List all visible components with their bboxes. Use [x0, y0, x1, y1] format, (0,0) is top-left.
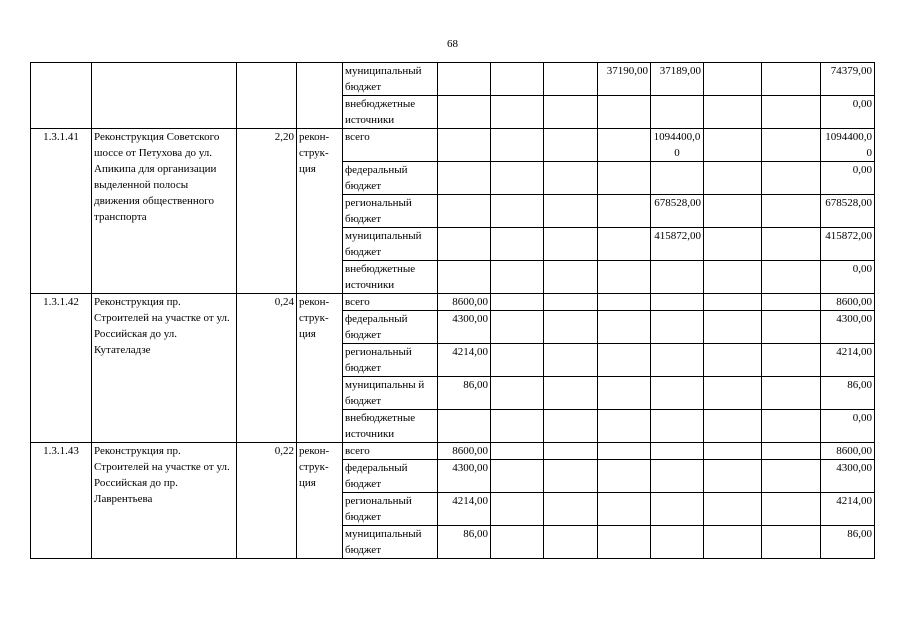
- source-cell: всего: [343, 294, 438, 311]
- source-cell: всего: [343, 443, 438, 460]
- page-number: 68: [447, 38, 458, 50]
- total-cell: 415872,00: [821, 228, 875, 261]
- source-cell: региональный бюджет: [343, 344, 438, 377]
- table-row: [31, 294, 875, 311]
- value-cell: 678528,00: [651, 195, 704, 228]
- value-cell: 1094400,00: [651, 129, 704, 162]
- source-cell: федеральный бюджет: [343, 311, 438, 344]
- source-cell: региональный бюджет: [343, 195, 438, 228]
- value-cell: 86,00: [438, 377, 491, 410]
- name-cell: Реконструкция Советского шоссе от Петухова до ул. Апикипа для организации выделенной полосы движения общественного транспорта: [92, 129, 237, 294]
- total-cell: 0,00: [821, 261, 875, 294]
- value-cell: 415872,00: [651, 228, 704, 261]
- total-cell: 86,00: [821, 377, 875, 410]
- source-cell: федеральный бюджет: [343, 460, 438, 493]
- total-cell: 8600,00: [821, 443, 875, 460]
- total-cell: 86,00: [821, 526, 875, 559]
- type-cell: рекон-струк-ция: [297, 294, 343, 443]
- value-cell: 4214,00: [438, 493, 491, 526]
- source-cell: муниципальный бюджет: [343, 228, 438, 261]
- value-cell: 8600,00: [438, 294, 491, 311]
- value-cell: 4300,00: [438, 311, 491, 344]
- table-row: [31, 63, 875, 96]
- total-cell: 74379,00: [821, 63, 875, 96]
- source-cell: всего: [343, 129, 438, 162]
- total-cell: 8600,00: [821, 294, 875, 311]
- code-cell: 1.3.1.42: [31, 294, 92, 443]
- table-body: [31, 63, 875, 559]
- name-cell: Реконструкция пр. Строителей на участке от ул. Российская до пр. Лаврентьева: [92, 443, 237, 559]
- name-cell: [92, 63, 237, 129]
- source-cell: муниципальный бюджет: [343, 63, 438, 96]
- value-cell: 37189,00: [651, 63, 704, 96]
- table-row: [31, 443, 875, 460]
- table-row: [31, 129, 875, 162]
- total-cell: 4214,00: [821, 344, 875, 377]
- total-cell: 0,00: [821, 410, 875, 443]
- total-cell: 4300,00: [821, 311, 875, 344]
- financing-table: [30, 62, 875, 559]
- source-cell: муниципальны й бюджет: [343, 377, 438, 410]
- type-cell: рекон-струк-ция: [297, 129, 343, 294]
- type-cell: рекон-струк-ция: [297, 443, 343, 559]
- value-cell: 4214,00: [438, 344, 491, 377]
- length-cell: [237, 63, 297, 129]
- length-cell: 0,22: [237, 443, 297, 559]
- source-cell: муниципальный бюджет: [343, 526, 438, 559]
- source-cell: внебюджетные источники: [343, 261, 438, 294]
- source-cell: региональный бюджет: [343, 493, 438, 526]
- total-cell: 4214,00: [821, 493, 875, 526]
- value-cell: 37190,00: [598, 63, 651, 96]
- code-cell: 1.3.1.41: [31, 129, 92, 294]
- total-cell: 0,00: [821, 162, 875, 195]
- length-cell: 2,20: [237, 129, 297, 294]
- total-cell: 0,00: [821, 96, 875, 129]
- source-cell: внебюджетные источники: [343, 96, 438, 129]
- source-cell: внебюджетные источники: [343, 410, 438, 443]
- source-cell: федеральный бюджет: [343, 162, 438, 195]
- value-cell: 4300,00: [438, 460, 491, 493]
- total-cell: 1094400,00: [821, 129, 875, 162]
- code-cell: 1.3.1.43: [31, 443, 92, 559]
- total-cell: 4300,00: [821, 460, 875, 493]
- total-cell: 678528,00: [821, 195, 875, 228]
- name-cell: Реконструкция пр. Строителей на участке от ул. Российская до ул. Кутателадзе: [92, 294, 237, 443]
- code-cell: [31, 63, 92, 129]
- type-cell: [297, 63, 343, 129]
- length-cell: 0,24: [237, 294, 297, 443]
- value-cell: 86,00: [438, 526, 491, 559]
- value-cell: 8600,00: [438, 443, 491, 460]
